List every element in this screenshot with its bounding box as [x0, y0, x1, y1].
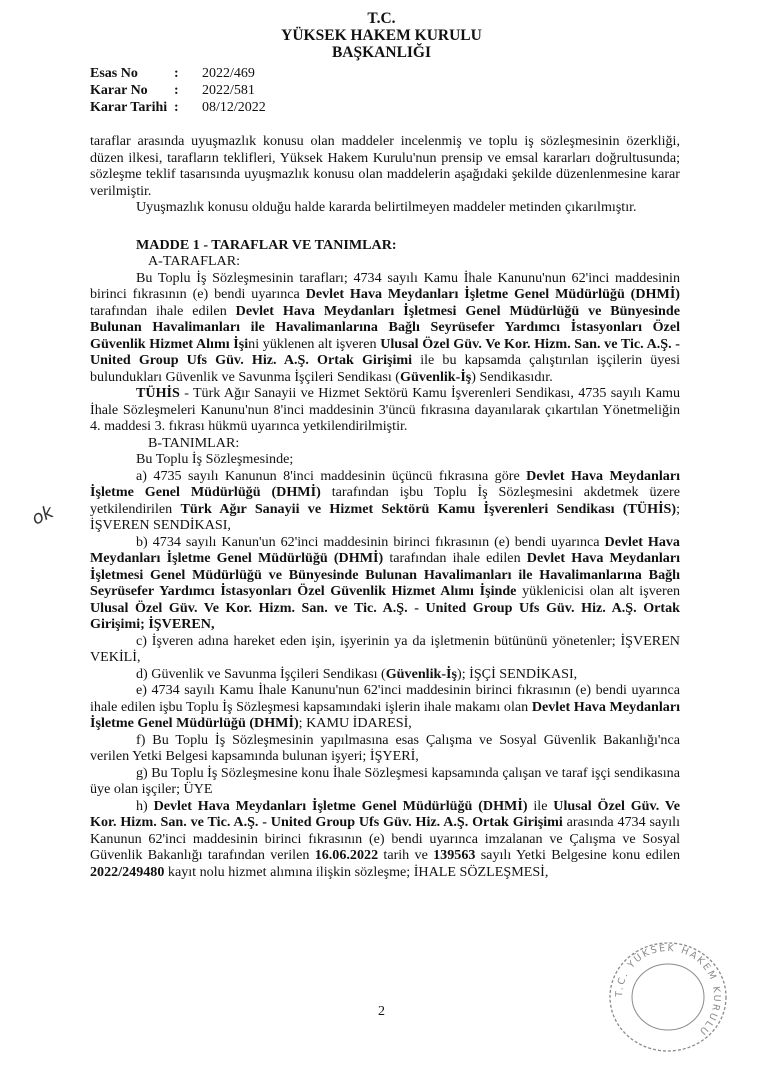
- handwritten-margin-note: ok: [28, 501, 57, 530]
- definition-g: g) Bu Toplu İş Sözleşmesine konu İhale Sözleşmesi kapsamında çalışan ve taraf işçi sendikasına üye olan işçiler; ÜYE: [90, 764, 680, 797]
- intro-note: Uyuşmazlık konusu olduğu halde kararda belirtilmeyen maddeler metinden çıkarılmıştır.: [136, 199, 637, 215]
- header-board: YÜKSEK HAKEM KURULU: [281, 27, 482, 44]
- meta-label: Karar No: [90, 83, 148, 98]
- definition-f: f) Bu Toplu İş Sözleşmesinin yapılmasına esas Çalışma ve Sosyal Güvenlik Bakanlığı'nca verilen Yetki Belgesi kapsamında bulunan işyeri; İŞYERİ,: [90, 731, 680, 764]
- case-meta: [90, 65, 266, 116]
- meta-label: Esas No: [90, 66, 138, 81]
- meta-value: 2022/469: [202, 66, 255, 81]
- page-number: 2: [378, 1004, 385, 1019]
- article-title: MADDE 1 - TARAFLAR VE TANIMLAR:: [136, 236, 397, 253]
- section-a-heading: A-TARAFLAR:: [148, 253, 241, 269]
- meta-value: 08/12/2022: [202, 100, 266, 115]
- definition-h: h) Devlet Hava Meydanları İşletme Genel Müdürlüğü (DHMİ) ile Ulusal Özel Güv. Ve Kor. Hizm. San. ve Tic. A.Ş. - United Group Ufs Güv. Hiz. A.Ş. Ortak Girişimi arasında 4734 sayılı Kanunun 62'inci maddesinin birinci fıkrasının (e) bendi uyarınca imzalanan ve Çalışma ve Sosyal Güvenlik Bakanlığı tarafından verilen 16.06.2022 tarih ve 139563 sayılı Yetki Belgesine konu edilen 2022/249480 kayıt nolu hizmet alımına ilişkin sözleşme; İHALE SÖZLEŞMESİ,: [90, 797, 681, 880]
- header-presidency: BAŞKANLIĞI: [331, 44, 432, 61]
- definition-a: a) 4735 sayılı Kanunun 8'inci maddesinin üçüncü fıkrasına göre Devlet Hava Meydanları İşletme Genel Müdürlüğü (DHMİ) tarafından işbu Toplu İş Sözleşmesini akdetmek üzere yetkilendirilen Türk Ağır Sanayii ve Hizmet Sektörü Kamu İşverenleri Sendikası (TÜHİS); İŞVEREN SENDİKASI,: [90, 467, 681, 533]
- meta-row-esas: Esas No : 2022/469: [90, 66, 255, 81]
- definitions-intro: Bu Toplu İş Sözleşmesinde;: [136, 451, 294, 467]
- stamp-outer-ring: [610, 943, 726, 1051]
- official-stamp: [602, 936, 734, 1058]
- section-b-heading: B-TANIMLAR:: [148, 434, 240, 451]
- meta-row-tarih: Karar Tarihi : 08/12/2022: [90, 100, 266, 115]
- header-tc: T.C.: [367, 10, 396, 27]
- parties-paragraph: Bu Toplu İş Sözleşmesinin tarafları; 4734 sayılı Kamu İhale Kanunu'nun 62'inci maddesinin birinci fıkrasının (e) bendi uyarınca Devlet Hava Meydanları İşletme Genel Müdürlüğü (DHMİ) tarafından ihale edilen Devlet Hava Meydanları İşletmesi Genel Müdürlüğü ve Bünyesinde Bulunan Havalimanları ile Havalimanlarına Bağlı Seyrüsefer Yardımcı İstasyonları Özel Güvenlik Hizmet Alımı İşini yüklenen alt işveren Ulusal Özel Güv. Ve Kor. Hizm. San. ve Tic. A.Ş. - United Group Ufs Güv. Hiz. A.Ş. Ortak Girişimi ile bu kapsamda çalıştırılan işçilerin üyesi bulundukları Güvenlik ve Savunma İşçileri Sendikası (Güvenlik-İş) Sendikasıdır.: [90, 269, 680, 385]
- stamp-inner-ring: [632, 964, 704, 1030]
- meta-value: 2022/581: [202, 83, 255, 98]
- definition-e: e) 4734 sayılı Kamu İhale Kanunu'nun 62'inci maddesinin birinci fıkrasının (e) bendi uyarınca ihale edilen işbu Toplu İş Sözleşmesi kapsamındaki işlerin ihale makamı olan Devlet Hava Meydanları İşletme Genel Müdürlüğü (DHMİ); KAMU İDARESİ,: [90, 682, 680, 731]
- stamp-text: T.C. YÜKSEK HAKEM KURULU: [613, 942, 723, 1038]
- meta-label: Karar Tarihi: [90, 100, 168, 115]
- meta-row-karar: Karar No : 2022/581: [90, 83, 255, 98]
- definition-d: d) Güvenlik ve Savunma İşçileri Sendikası (Güvenlik-İş); İŞÇİ SENDİKASI,: [136, 665, 578, 682]
- definition-c: c) İşveren adına hareket eden işin, işyerinin ya da işletmenin bütününü yönetenler; İŞVEREN VEKİLİ,: [90, 632, 680, 665]
- tuhis-paragraph: TÜHİS - Türk Ağır Sanayii ve Hizmet Sektörü Kamu İşverenleri Sendikası, 4735 sayılı Kamu İhale Sözleşmeleri Kanunu'nun 8'inci maddesinin 3'üncü fıkrasına dayanılarak çıkartılan Yönetmeliğin 4. maddesi 3. fıkrası hükmü uyarınca yetkilendirilmiştir.: [90, 385, 680, 434]
- document-body: [90, 133, 680, 880]
- definition-b: b) 4734 sayılı Kanun'un 62'inci maddesinin birinci fıkrasının (e) bendi uyarınca Devlet Hava Meydanları İşletme Genel Müdürlüğü (DHMİ) tarafından ihale edilen Devlet Hava Meydanları İşletmesi Genel Müdürlüğü ve Bünyesinde Bulunan Havalimanları ile Havalimanlarına Bağlı Seyrüsefer Yardımcı İstasyonları Özel Güvenlik Hizmet Alımı İşinde yüklenicisi olan alt işveren Ulusal Özel Güv. Ve Kor. Hizm. San. ve Tic. A.Ş. - United Group Ufs Güv. Hiz. A.Ş. Ortak Girişimi; İŞVEREN,: [90, 533, 681, 632]
- intro-paragraph: taraflar arasında uyuşmazlık konusu olan maddeler incelenmiş ve toplu iş sözleşmesinin özerkliği, düzen ilkesi, tarafların teklifleri, Yüksek Hakem Kurulu'nun prensip ve emsal kararları doğrultusunda; sözleşme teklif tasarısında uyuşmazlık konusu olan maddelerin aşağıdaki şekilde düzenlenmesine karar verilmiştir.: [90, 133, 680, 199]
- document-header: [0, 10, 763, 61]
